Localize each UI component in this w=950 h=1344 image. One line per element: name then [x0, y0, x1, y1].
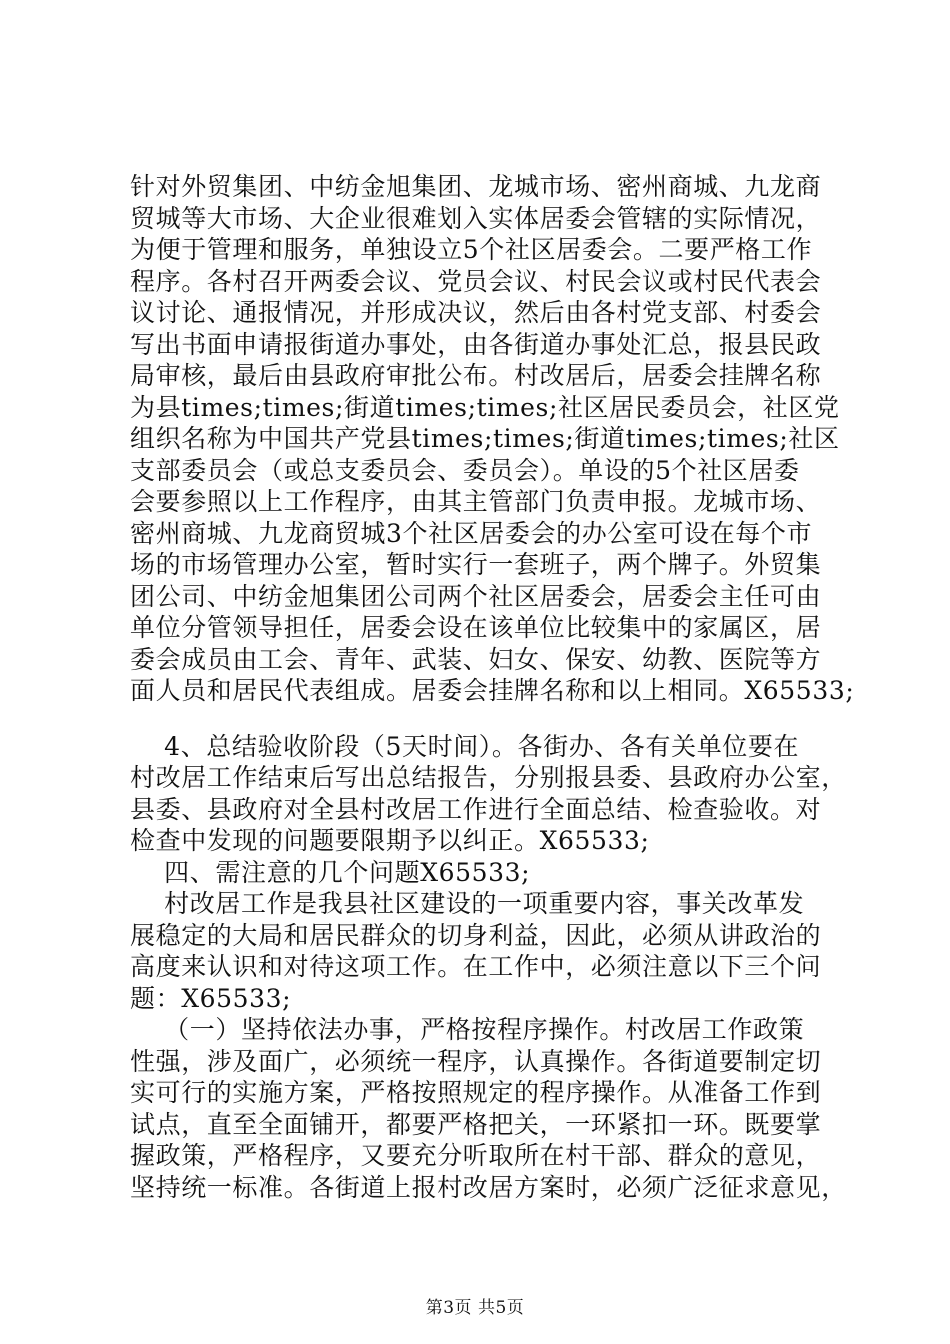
text-line: 面人员和居民代表组成。居委会挂牌名称和以上相同。X65533; — [130, 676, 855, 705]
text-line: 组织名称为中国共产党县times;times;街道times;times;社区 — [130, 424, 840, 453]
text-line: 程序。各村召开两委会议、党员会议、村民会议或村民代表会 — [130, 266, 822, 296]
text-line: 村改居工作结束后写出总结报告，分别报县委、县政府办公室， — [130, 763, 847, 792]
text-line: 握政策，严格程序，又要充分听取所在村干部、群众的意见， — [130, 1141, 822, 1170]
text-line: 展稳定的大局和居民群众的切身利益，因此，必须从讲政治的 — [130, 920, 822, 950]
paragraph-2 — [130, 731, 847, 1204]
text-line: 检查中发现的问题要限期予以纠正。X65533; — [130, 826, 650, 855]
text-line: （一）坚持依法办事，严格按程序操作。村改居工作政策 — [130, 1015, 805, 1044]
text-line: 委会成员由工会、青年、武装、妇女、保安、幼教、医院等方 — [130, 644, 822, 674]
paragraph-1 — [130, 171, 855, 707]
text-line: 场的市场管理办公室，暂时实行一套班子，两个牌子。外贸集 — [130, 550, 822, 579]
document-body — [130, 171, 855, 1203]
text-line: 试点，直至全面铺开，都要严格把关，一环紧扣一环。既要掌 — [130, 1109, 822, 1139]
text-line: 贸城等大市场、大企业很难划入实体居委会管辖的实际情况， — [130, 203, 822, 233]
text-line: 局审核，最后由县政府审批公布。村改居后，居委会挂牌名称 — [130, 361, 822, 390]
text-line: 题：X65533; — [130, 983, 292, 1013]
text-line: 性强，涉及面广，必须统一程序，认真操作。各街道要制定切 — [130, 1046, 822, 1076]
text-line: 为县times;times;街道times;times;社区居民委员会，社区党 — [130, 392, 840, 422]
text-line: 为便于管理和服务，单独设立5个社区居委会。二要严格工作 — [130, 235, 813, 264]
text-line: 县委、县政府对全县村改居工作进行全面总结、检查验收。对 — [130, 794, 822, 824]
paragraph-gap — [130, 707, 835, 731]
text-line: 密州商城、九龙商贸城3个社区居委会的办公室可设在每个市 — [130, 518, 813, 548]
text-line: 写出书面申请报街道办事处，由各街道办事处汇总，报县民政 — [130, 329, 822, 359]
text-line: 4、总结验收阶段（5天时间）。各街办、各有关单位要在 — [130, 731, 800, 761]
text-line: 会要参照以上工作程序，由其主管部门负责申报。龙城市场、 — [130, 487, 822, 516]
text-line: 支部委员会（或总支委员会、委员会）。单设的5个社区居委 — [130, 455, 800, 485]
text-line: 坚持统一标准。各街道上报村改居方案时，必须广泛征求意见， — [130, 1172, 847, 1202]
text-line: 单位分管领导担任，居委会设在该单位比较集中的家属区，居 — [130, 613, 822, 642]
text-line: 高度来认识和对待这项工作。在工作中，必须注意以下三个问 — [130, 952, 822, 981]
text-line: 实可行的实施方案，严格按照规定的程序操作。从准备工作到 — [130, 1078, 822, 1107]
text-line: 四、需注意的几个问题X65533; — [130, 857, 531, 887]
text-line: 议讨论、通报情况，并形成决议，然后由各村党支部、村委会 — [130, 298, 822, 327]
text-line: 针对外贸集团、中纺金旭集团、龙城市场、密州商城、九龙商 — [130, 172, 822, 201]
page-footer: 第3页 共5页 — [425, 1298, 525, 1318]
text-line: 团公司、中纺金旭集团公司两个社区居委会，居委会主任可由 — [130, 581, 822, 611]
text-line: 村改居工作是我县社区建设的一项重要内容，事关改革发 — [130, 889, 805, 918]
